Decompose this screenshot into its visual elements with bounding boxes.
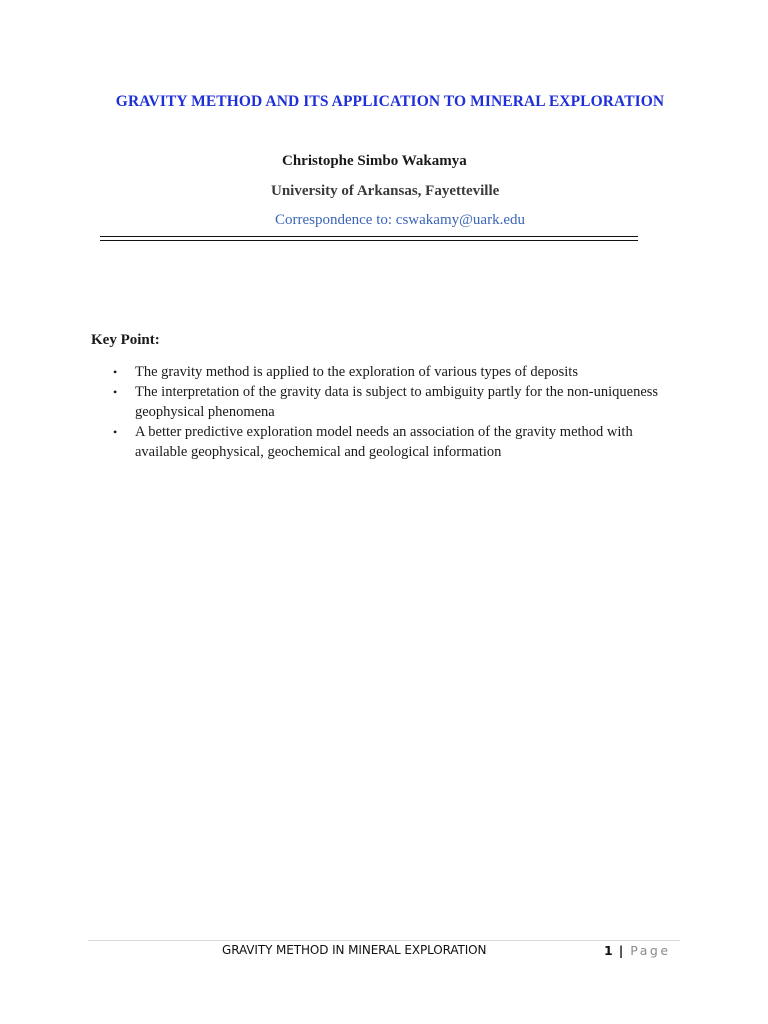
- key-point-list: [91, 362, 681, 462]
- bullet-icon: •: [113, 365, 118, 379]
- page-word: Page: [630, 943, 671, 958]
- author-name: Christophe Simbo Wakamya: [282, 153, 467, 169]
- paper-title: GRAVITY METHOD AND ITS APPLICATION TO MINERAL EXPLORATION: [115, 93, 665, 110]
- bullet-icon: •: [113, 385, 118, 399]
- header-divider-bottom: [100, 240, 638, 241]
- page-number-label: [604, 943, 671, 958]
- bullet-icon: •: [113, 425, 118, 439]
- key-point-text: A better predictive exploration model needs an association of the gravity method with available geophysical, geochemical and geological information: [135, 424, 633, 460]
- key-point-item: [91, 422, 681, 462]
- author-affiliation: University of Arkansas, Fayetteville: [271, 183, 500, 199]
- footer-divider: [88, 940, 680, 941]
- key-point-item: [91, 362, 681, 382]
- correspondence-line: Correspondence to: cswakamy@uark.edu: [275, 212, 525, 228]
- key-point-item: [91, 382, 681, 422]
- key-point-text: The interpretation of the gravity data is subject to ambiguity partly for the non-uniqueness geophysical phenomena: [135, 384, 659, 420]
- header-divider-top: [100, 236, 638, 237]
- footer-running-title: GRAVITY METHOD IN MINERAL EXPLORATION: [222, 943, 487, 957]
- key-point-heading: Key Point:: [91, 332, 160, 348]
- key-point-text: The gravity method is applied to the exploration of various types of deposits: [135, 364, 578, 380]
- page-number: 1: [604, 943, 613, 958]
- page-separator: |: [618, 943, 624, 958]
